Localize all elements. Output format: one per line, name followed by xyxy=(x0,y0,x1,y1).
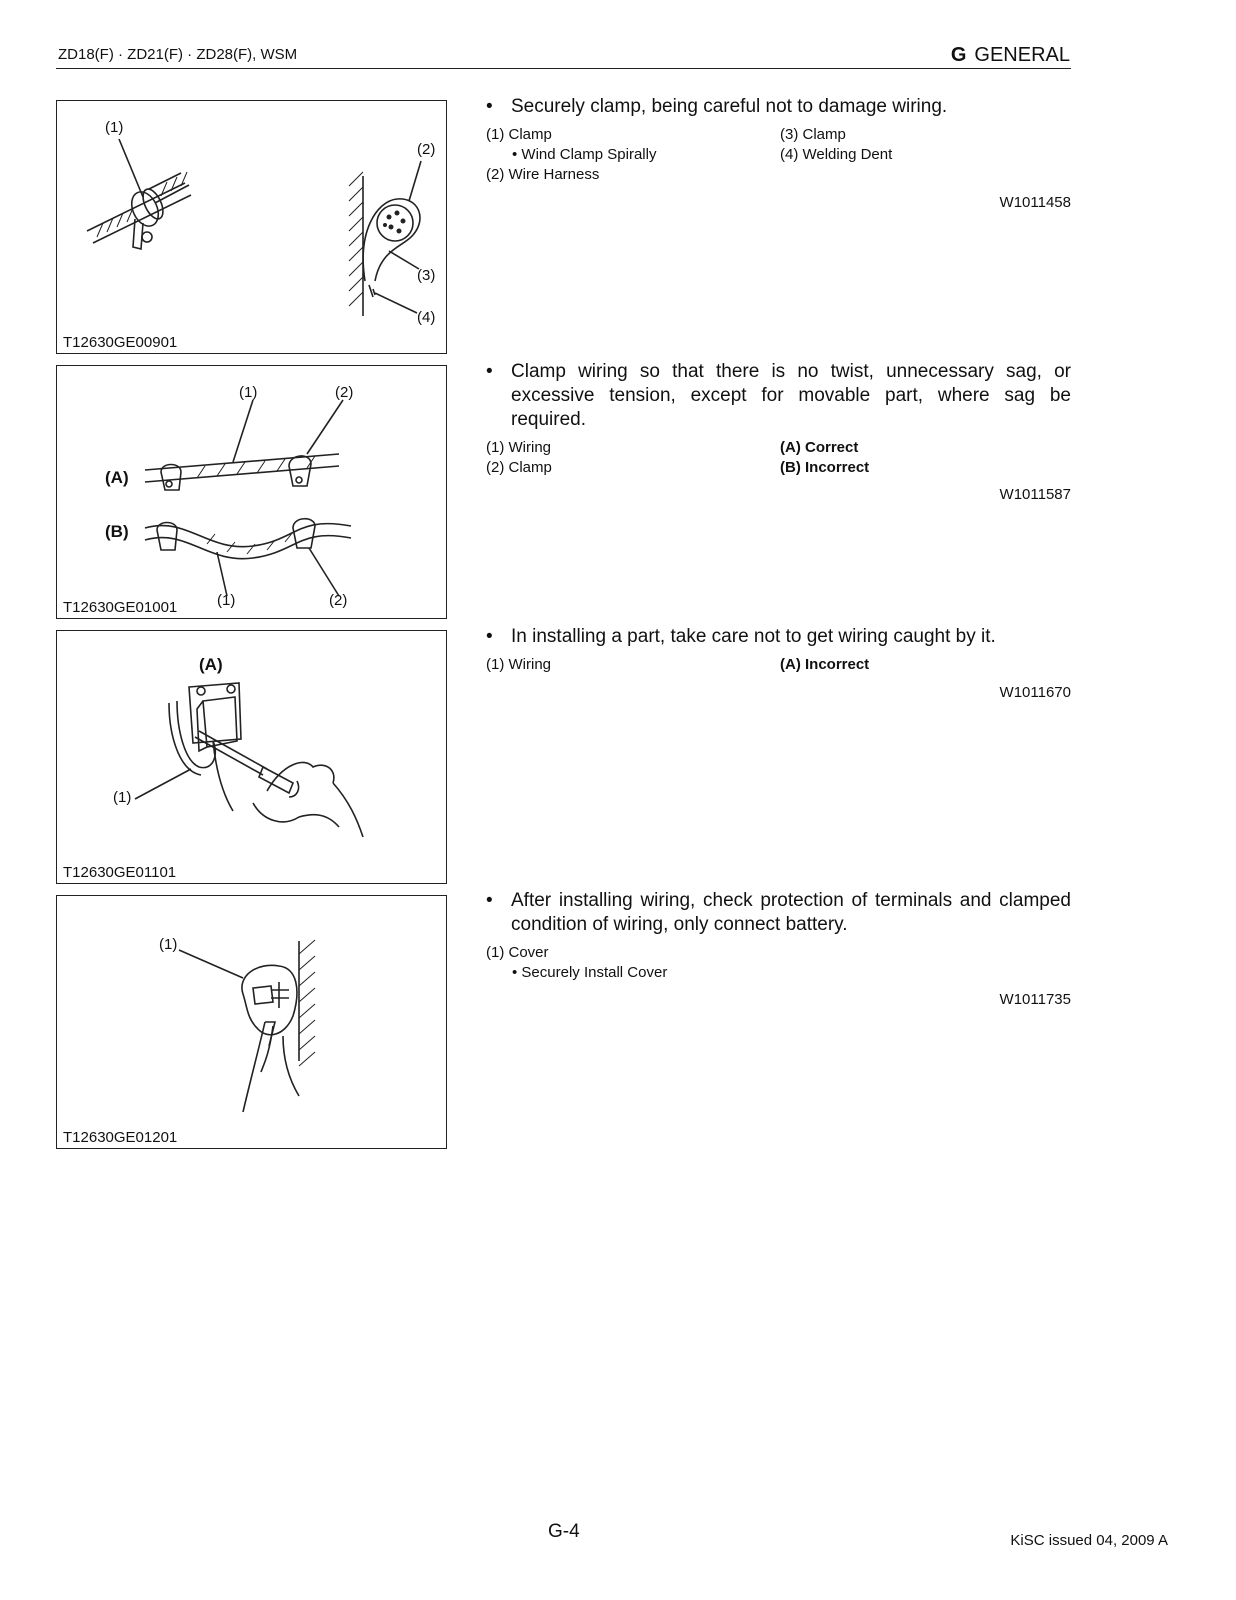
figure-terminal-cover xyxy=(56,895,447,1149)
issue-note: KiSC issued 04, 2009 A xyxy=(1010,1532,1168,1549)
reference-code: W1011735 xyxy=(999,991,1071,1008)
section-securely-clamp xyxy=(486,95,1071,211)
section-installing-part xyxy=(486,625,1071,701)
figure-caption: T12630GE00901 xyxy=(63,334,178,351)
legend-note: • Wind Clamp Spirally xyxy=(512,146,657,163)
manual-model: ZD18(F) · ZD21(F) · ZD28(F), WSM xyxy=(58,46,298,63)
wiring-caught-illustration xyxy=(57,631,448,885)
callout-1: (1) xyxy=(159,936,178,953)
figure-caption: T12630GE01001 xyxy=(63,599,178,616)
callout-1-top: (1) xyxy=(239,384,258,401)
section-title xyxy=(951,44,1070,67)
instruction xyxy=(486,360,1071,432)
callout-1: (1) xyxy=(113,789,132,806)
instruction-text: Securely clamp, being careful not to damage wiring. xyxy=(511,96,948,117)
reference-code: W1011458 xyxy=(999,194,1071,211)
callout-1-bottom: (1) xyxy=(217,592,236,609)
callout-1: (1) xyxy=(105,119,124,136)
legend-item: (4) Welding Dent xyxy=(780,146,893,163)
legend-item: (B) Incorrect xyxy=(780,459,870,476)
legend xyxy=(486,125,1071,185)
wiring-sag-illustration xyxy=(57,366,448,620)
reference-code: W1011587 xyxy=(999,486,1071,503)
legend xyxy=(486,943,1071,983)
label-a-correct: (A) xyxy=(105,468,129,487)
legend-item: (A) Correct xyxy=(780,439,859,456)
callout-2-top: (2) xyxy=(335,384,354,401)
figure-caption: T12630GE01101 xyxy=(63,864,177,881)
bullet-dot: • xyxy=(486,96,493,117)
callout-3: (3) xyxy=(417,267,436,284)
instruction xyxy=(486,625,1071,649)
callout-2-bottom: (2) xyxy=(329,592,348,609)
legend-item: (2) Clamp xyxy=(486,459,552,476)
instruction-text: After installing wiring, check protection of terminals and clamped condition of wiring, only connect battery. xyxy=(511,890,1071,935)
legend-note: • Securely Install Cover xyxy=(512,964,668,981)
legend-item: (1) Wiring xyxy=(486,656,552,673)
figure-wiring-caught xyxy=(56,630,447,884)
instruction-text: Clamp wiring so that there is no twist, unnecessary sag, or excessive tension, except for movable part, where sag be required. xyxy=(511,361,1071,430)
section-after-installing xyxy=(486,889,1071,1008)
callout-2: (2) xyxy=(417,141,436,158)
legend-item: (2) Wire Harness xyxy=(486,166,600,183)
label-b-incorrect: (B) xyxy=(105,522,129,541)
legend xyxy=(486,655,1071,675)
bullet-dot: • xyxy=(486,626,493,647)
page-number: G-4 xyxy=(548,1521,580,1542)
legend-item: (1) Clamp xyxy=(486,126,552,143)
clamp-illustration xyxy=(57,101,448,355)
figure-clamp xyxy=(56,100,447,354)
figure-wiring-sag xyxy=(56,365,447,619)
bullet-dot: • xyxy=(486,361,493,382)
bullet-dot: • xyxy=(486,890,493,911)
section-letter: G xyxy=(950,44,967,66)
label-a-incorrect: (A) xyxy=(199,655,223,674)
instruction xyxy=(486,95,1071,119)
legend-item: (1) Cover xyxy=(486,944,549,961)
terminal-cover-illustration xyxy=(57,896,448,1150)
section-name: GENERAL xyxy=(974,44,1070,66)
legend-item: (A) Incorrect xyxy=(780,656,870,673)
figure-caption: T12630GE01201 xyxy=(63,1129,178,1146)
section-clamp-no-twist xyxy=(486,360,1071,503)
reference-code: W1011670 xyxy=(999,684,1071,701)
legend xyxy=(486,438,1071,478)
callout-4: (4) xyxy=(417,309,436,326)
legend-item: (1) Wiring xyxy=(486,439,552,456)
instruction xyxy=(486,889,1071,937)
instruction-text: In installing a part, take care not to get wiring caught by it. xyxy=(511,626,996,647)
header-rule xyxy=(56,68,1071,69)
legend-item: (3) Clamp xyxy=(780,126,846,143)
